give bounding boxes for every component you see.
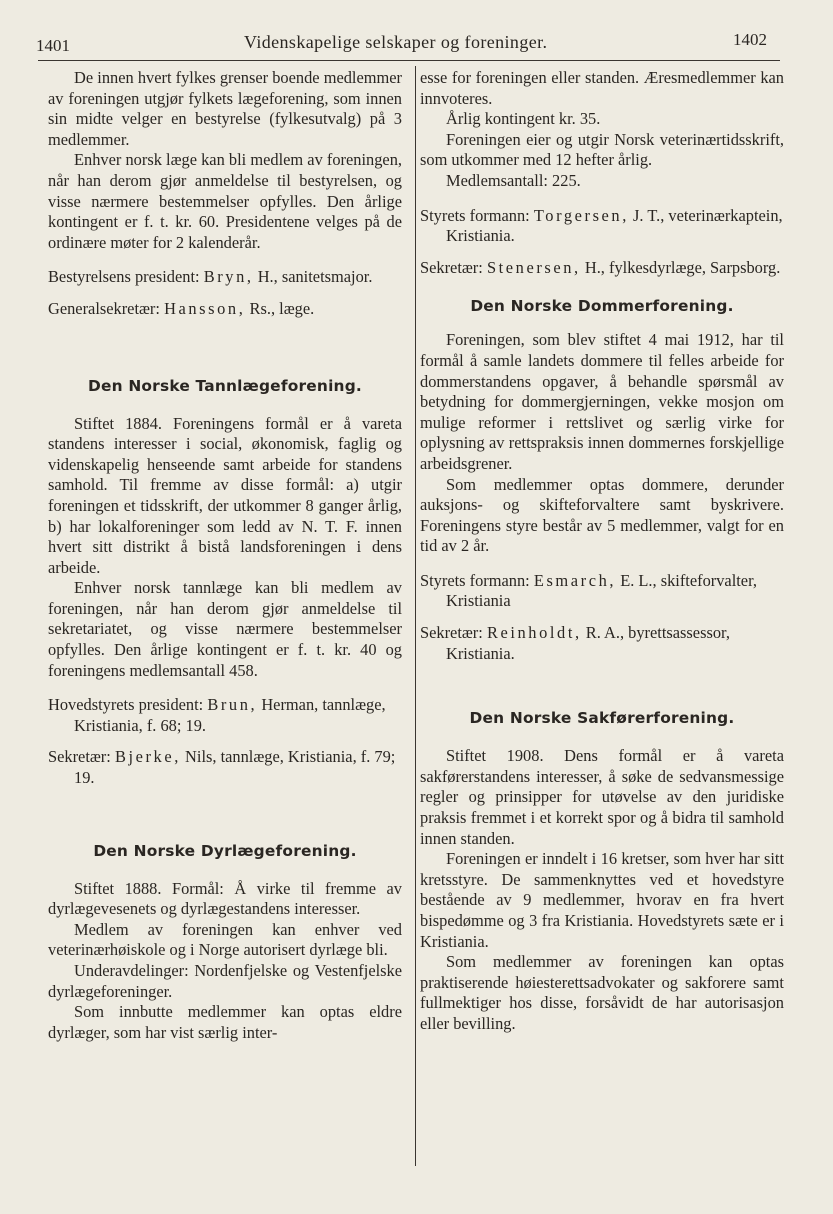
officer-name: Esmarch,	[533, 570, 617, 590]
officer-name: Stenersen,	[486, 257, 581, 277]
sakforer-paragraph-3: Som medlemmer av foreningen kan optas praktiserende høiesterettsadvokater og sakforere samt fullmektiger hos disse, forsåvidt de har autorisasjon eller bevilling.	[420, 952, 784, 1033]
left-column	[48, 68, 402, 1043]
officer-name: Bryn,	[203, 267, 254, 287]
officer-name: Brun,	[207, 695, 258, 715]
dyr-paragraph-2: Medlem av foreningen kan enhver ved veterinærhøiskole og i Norge autorisert dyrlæge bli.	[48, 919, 402, 960]
officer-details: J. T., veterinærkaptein, Kristiania.	[446, 205, 783, 246]
officer-title: Hovedstyrets president:	[48, 695, 204, 715]
officer-details: Rs., læge.	[249, 298, 315, 318]
officer-details: E. L., skifteforvalter, Kristiania	[446, 570, 757, 611]
officer-entry	[420, 623, 784, 664]
dyr-paragraph-4: Som innbutte medlemmer kan optas eldre dyrlæger, som har vist særlig inter-	[48, 1002, 402, 1042]
right-column	[420, 68, 784, 1035]
page-number-left: 1401	[36, 36, 70, 55]
dommer-paragraph-1: Foreningen, som blev stiftet 4 mai 1912, har til formål å samle landets dommere til felles arbeide for dommerstandens opgaver, å behandle spørsmål av betydning for dommergjerningen, vekke mosjon om mulige reformer i rettslivet og særlig virke for oplysning av rettspraksis innen dommernes forskjellige arbeidsgrener.	[420, 330, 784, 473]
officer-entry	[48, 299, 402, 320]
officer-details: H., fylkesdyrlæge, Sarpsborg.	[584, 257, 781, 277]
officer-title: Styrets formann:	[420, 570, 530, 590]
officer-details: H., sanitetsmajor.	[257, 267, 373, 287]
officer-entry	[420, 571, 784, 612]
officer-entry	[48, 695, 402, 736]
intro-paragraph-1: De innen hvert fylkes grenser boende medlemmer av foreningen utgjør fylkets lægeforening, som innen sin midte velger en bestyrelse (fylkesutvalg) på 3 medlemmer.	[48, 68, 402, 149]
header-rule	[38, 60, 780, 61]
page-number-right: 1402	[733, 30, 767, 49]
officer-details: R. A., byrettsassessor, Kristiania.	[446, 623, 730, 663]
column-divider	[415, 66, 416, 1166]
officer-name: Hansson,	[164, 298, 246, 318]
section-heading-dyrlaege: Den Norske Dyrlægeforening.	[93, 841, 357, 860]
dyr-cont-paragraph-1: esse for foreningen eller standen. Æresmedlemmer kan innvoteres.	[420, 68, 784, 108]
tann-paragraph-2: Enhver norsk tannlæge kan bli medlem av foreningen, når han derom gjør anmeldelse til sekretariatet, og visse nærmere bestemmelser opfylles. Den årlige kontingent er f. t. kr. 40 og foreningens medlemsantall 458.	[48, 578, 402, 680]
officer-name: Reinholdt,	[486, 623, 582, 643]
dyr-cont-paragraph-4: Medlemsantall: 225.	[446, 170, 581, 190]
tann-paragraph-1: Stiftet 1884. Foreningens formål er å vareta standens interesser i social, økonomisk, faglig og videnskapelig henseende samt arbeide for standens samhold. Til fremme av disse formål: a) utgir foreningen et tidsskrift, der utkommer 8 ganger årlig, b) har lokalforeninger som ledd av N. T. F. innen hvert sitt distrikt å bistå landsforeningen i dens arbeide.	[48, 413, 402, 577]
officer-entry	[420, 258, 784, 279]
section-heading-tannlaege: Den Norske Tannlægeforening.	[88, 376, 362, 395]
dommer-paragraph-2: Som medlemmer optas dommere, derunder auksjons- og skifteforvaltere samt byskrivere. Foreningens styre består av 5 medlemmer, valgt for en tid av 2 år.	[420, 474, 784, 556]
section-heading-dommer: Den Norske Dommerforening.	[470, 297, 734, 316]
officer-name: Bjerke,	[114, 747, 181, 767]
dyr-paragraph-1: Stiftet 1888. Formål: Å virke til fremme av dyrlægevesenets og dyrlægestandens interesser.	[48, 878, 402, 919]
dyr-cont-paragraph-2: Årlig kontingent kr. 35.	[446, 109, 601, 129]
officer-title: Bestyrelsens president:	[48, 267, 200, 287]
officer-name: Torgersen,	[533, 205, 629, 225]
section-heading-sakforer: Den Norske Sakførerforening.	[469, 709, 735, 728]
officer-title: Sekretær:	[48, 747, 111, 767]
officer-details: Herman, tannlæge, Kristiania, f. 68; 19.	[74, 695, 386, 735]
officer-title: Sekretær:	[420, 623, 483, 643]
officer-title: Generalsekretær:	[48, 298, 160, 318]
running-title: Videnskapelige selskaper og foreninger.	[244, 32, 548, 52]
intro-paragraph-2: Enhver norsk læge kan bli medlem av foreningen, når han derom gjør anmeldelse til bestyrelsen, og visse nærmere bestemmelser opfylles. Den årlige kontingent er f. t. kr. 60. Presidentene velges på de ordinære møter for 2 kalenderår.	[48, 150, 402, 252]
officer-details: Nils, tannlæge, Kristiania, f. 79; 19.	[74, 747, 396, 788]
officer-entry	[48, 747, 402, 788]
page-header	[0, 30, 833, 64]
officer-entry	[48, 267, 402, 288]
dyr-cont-paragraph-3: Foreningen eier og utgir Norsk veterinærtidsskrift, som utkommer med 12 hefter årlig.	[420, 129, 784, 170]
sakforer-paragraph-2: Foreningen er inndelt i 16 kretser, som hver har sitt kretsstyre. De sammenknyttes ved et hovedstyre bestående av 9 medlemmer, hvorav en fra hvert bispedømme og 3 fra Kristiania. Hovedstyrets sæte er i Kristiania.	[420, 849, 784, 951]
officer-entry	[420, 206, 784, 247]
sakforer-paragraph-1: Stiftet 1908. Dens formål er å vareta sakførerstandens interesser, å søke de sedvansmessige regler og prinsipper for utøvelse av den juridiske praksis fremmet i et korrekt spor og å bidra til samhold innen standen.	[420, 746, 784, 848]
officer-title: Styrets formann:	[420, 205, 530, 225]
officer-title: Sekretær:	[420, 257, 483, 277]
dyr-paragraph-3: Underavdelinger: Nordenfjelske og Vestenfjelske dyrlægeforeninger.	[48, 961, 402, 1001]
